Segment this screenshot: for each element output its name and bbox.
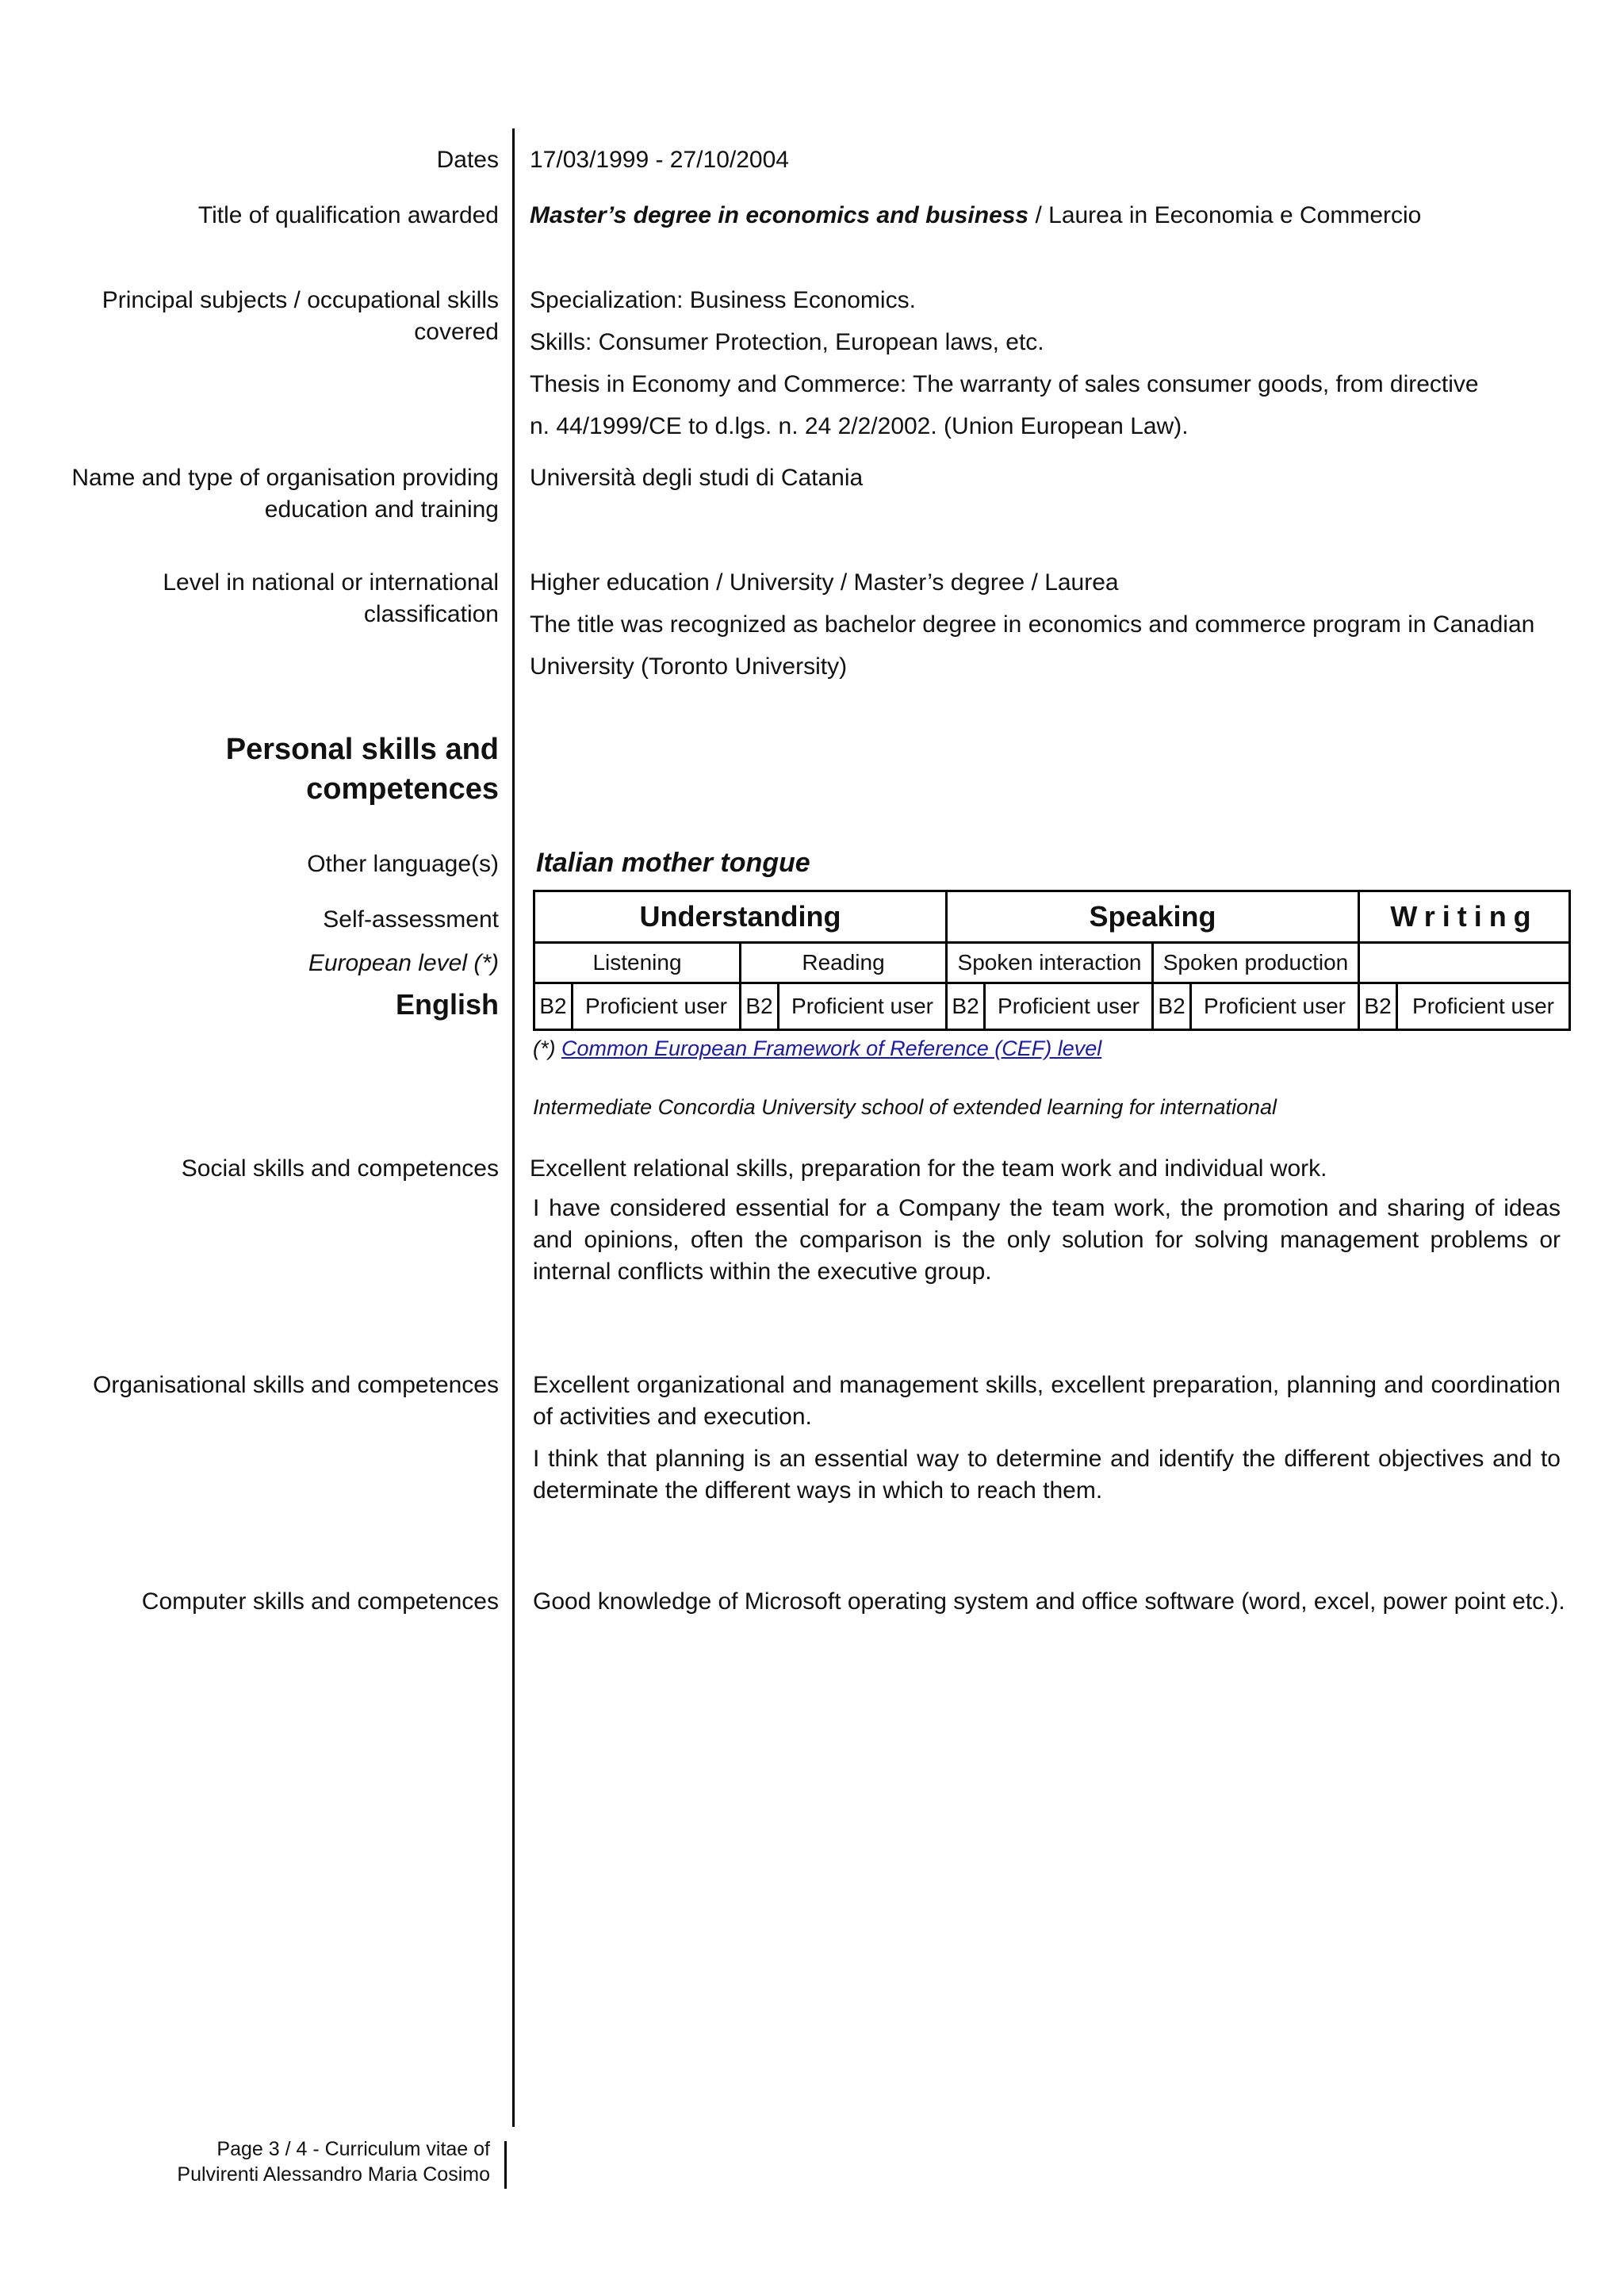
- level-desc: Proficient user: [779, 983, 947, 1030]
- dates-label: Dates: [436, 147, 499, 173]
- section-heading-personal-2: competences: [306, 772, 499, 806]
- subheader-listening: Listening: [534, 943, 741, 983]
- header-writing: Writing: [1359, 891, 1570, 943]
- footer-page-info: Page 3 / 4 - Curriculum vitae of: [216, 2138, 490, 2160]
- social-paragraph: I have considered essential for a Company the team work, the promotion and sharing of ideas and opinions, often the comparison is the only solution for solving management problems or internal conflicts within the executive group.: [533, 1195, 1561, 1285]
- level-desc: Proficient user: [985, 983, 1153, 1030]
- cef-link[interactable]: Common European Framework of Reference (CEF) level: [561, 1036, 1102, 1060]
- qualification-title-rest: / Laurea in Eeconomia e Commercio: [1028, 202, 1422, 228]
- level-desc: Proficient user: [573, 983, 741, 1030]
- level-code: B2: [1153, 983, 1191, 1030]
- subheader-spoken-interaction: Spoken interaction: [947, 943, 1153, 983]
- organisational-paragraph-2: I think that planning is an essential way to determine and identify the different objectives and to determinate the different ways in which to reach them.: [533, 1446, 1561, 1504]
- other-languages-label: Other language(s): [307, 851, 499, 877]
- level-line: The title was recognized as bachelor degree in economics and commerce program in Canadian: [530, 611, 1535, 638]
- level-line: University (Toronto University): [530, 653, 848, 680]
- qualification-label: Title of qualification awarded: [197, 202, 499, 228]
- subheader-writing-empty: [1359, 943, 1570, 983]
- header-speaking: Speaking: [947, 891, 1359, 943]
- subjects-line: Thesis in Economy and Commerce: The warranty of sales consumer goods, from directive: [530, 371, 1479, 397]
- language-assessment-table: [533, 890, 1571, 1031]
- level-label: Level in national or international classification: [163, 569, 499, 627]
- european-level-label: European level (*): [308, 950, 499, 976]
- section-heading-personal: Personal skills and: [225, 733, 499, 766]
- subjects-line: Skills: Consumer Protection, European laws, etc.: [530, 329, 1044, 355]
- social-label: Social skills and competences: [181, 1155, 499, 1182]
- header-understanding: Understanding: [534, 891, 947, 943]
- mother-tongue: Italian mother tongue: [536, 848, 810, 878]
- subjects-label: Principal subjects / occupational skills covered: [102, 287, 499, 345]
- level-line: Higher education / University / Master’s degree / Laurea: [530, 569, 1119, 596]
- self-assessment-label: Self-assessment: [323, 906, 499, 933]
- cef-prefix: (*): [533, 1036, 561, 1060]
- level-desc: Proficient user: [1397, 983, 1570, 1030]
- footer-text: [177, 2136, 490, 2187]
- qualification-value: [530, 200, 1421, 232]
- qualification-title: Master’s degree in economics and business: [530, 202, 1029, 228]
- footer-divider: [504, 2141, 507, 2189]
- dates-value: 17/03/1999 - 27/10/2004: [530, 147, 789, 173]
- level-code: B2: [1359, 983, 1397, 1030]
- subjects-line: n. 44/1999/CE to d.lgs. n. 24 2/2/2002. (Union European Law).: [530, 413, 1189, 439]
- organisational-label: Organisational skills and competences: [93, 1372, 499, 1398]
- organisation-value: Università degli studi di Catania: [530, 465, 864, 491]
- computer-label: Computer skills and competences: [141, 1588, 499, 1615]
- level-code: B2: [534, 983, 573, 1030]
- column-divider: [512, 128, 515, 2127]
- social-line: Excellent relational skills, preparation for the team work and individual work.: [530, 1155, 1327, 1182]
- level-desc: Proficient user: [1191, 983, 1359, 1030]
- subjects-line: Specialization: Business Economics.: [530, 287, 916, 313]
- intermediate-note: Intermediate Concordia University school of extended learning for international: [533, 1095, 1277, 1119]
- level-code: B2: [947, 983, 985, 1030]
- cef-note: [533, 1034, 1101, 1063]
- organisation-label: Name and type of organisation providing education and training: [71, 465, 499, 523]
- subheader-spoken-production: Spoken production: [1153, 943, 1359, 983]
- computer-value: Good knowledge of Microsoft operating system and office software (word, excel, power point etc.).: [533, 1588, 1565, 1615]
- subheader-reading: Reading: [741, 943, 947, 983]
- language-name: English: [395, 988, 499, 1021]
- organisational-paragraph-1: Excellent organizational and management skills, excellent preparation, planning and coordination of activities and execution.: [533, 1372, 1561, 1430]
- level-code: B2: [741, 983, 779, 1030]
- footer-author: Pulvirenti Alessandro Maria Cosimo: [177, 2163, 490, 2186]
